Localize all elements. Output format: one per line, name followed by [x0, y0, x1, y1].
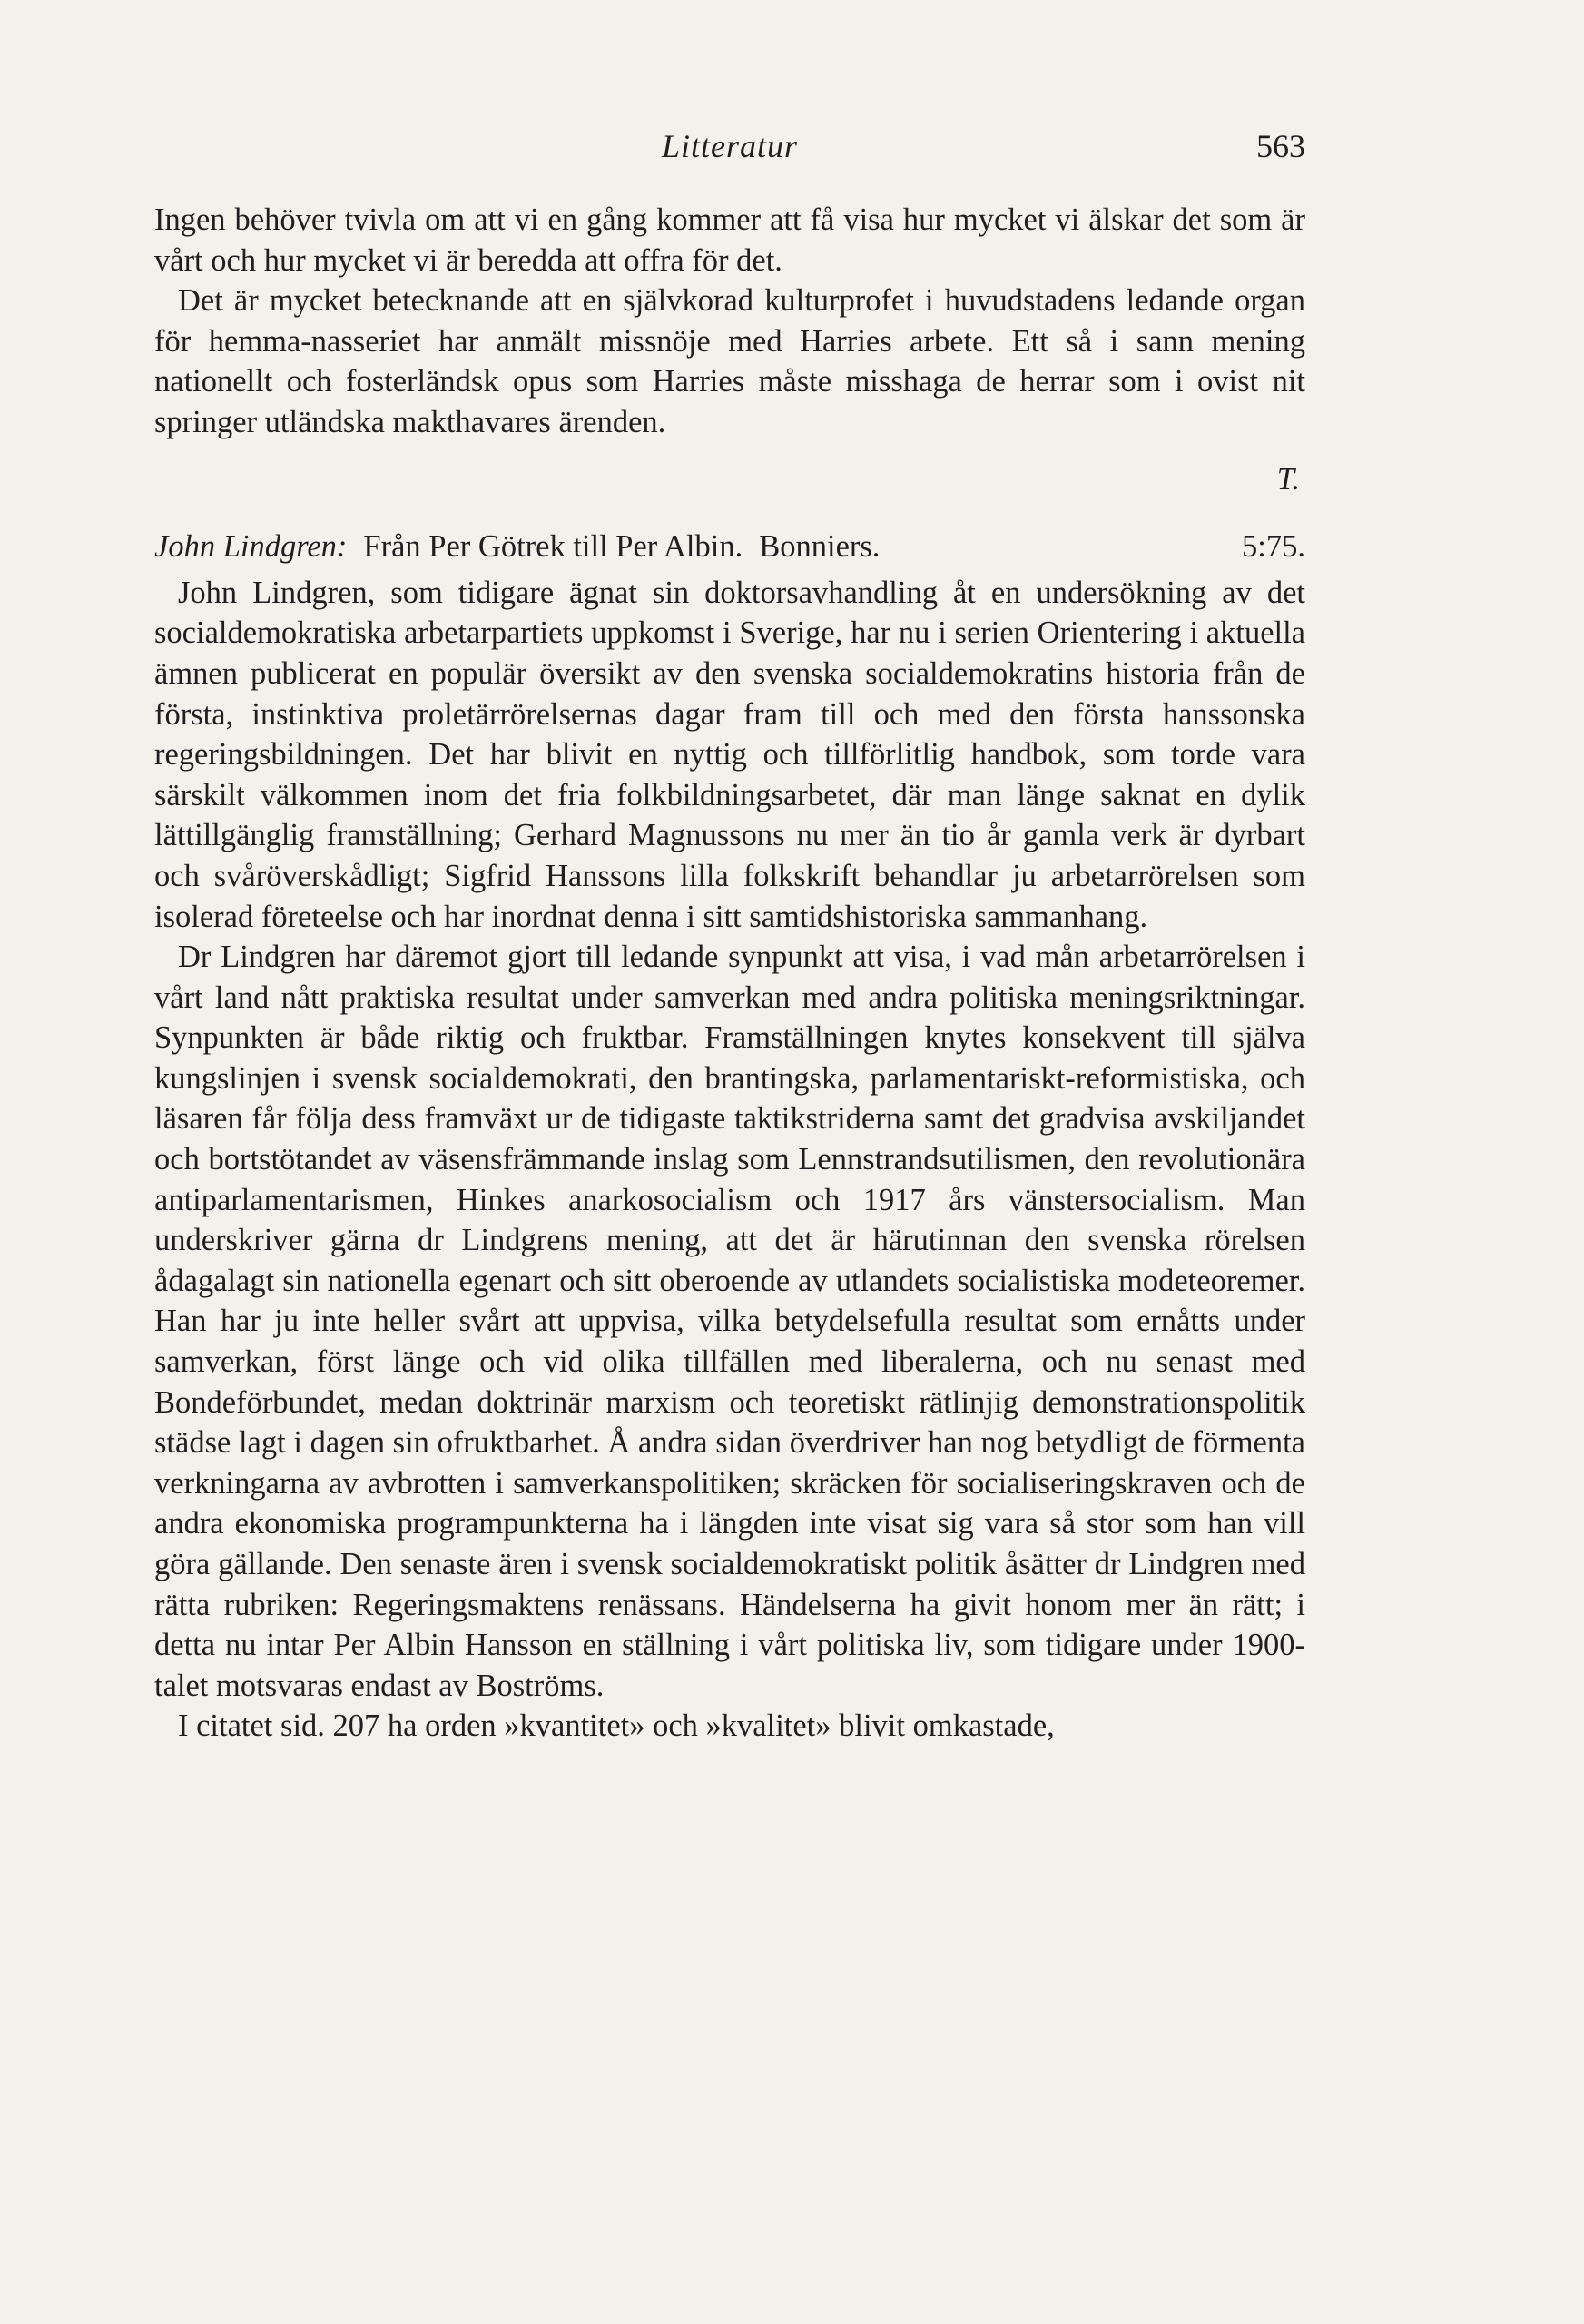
- review-body: [154, 573, 1305, 1747]
- intro-paragraph-2: Det är mycket betecknande att en självkorad kulturprofet i huvudstadens ledande organ för hemma-nasseriet har anmält missnöje med Harries arbete. Ett så i sann mening nationellt och fosterländsk opus som Harries måste misshaga de herrar som i ovist nit springer utländska makthavares ärenden.: [154, 283, 1305, 439]
- review-book-title: Från Per Götrek till Per Albin.: [363, 529, 743, 565]
- review-paragraph-1: John Lindgren, som tidigare ägnat sin doktorsavhandling åt en undersökning av det socialdemokratiska arbetarpartiets uppkomst i Sverige, har nu i serien Orientering i aktuella ämnen publicerat en populär översikt av den svenska socialdemokratins historia från de första, instinktiva proletärrörelsernas dagar fram till och med den första hanssonska regeringsbildningen. Det har blivit en nyttig och tillförlitlig handbok, som torde vara särskilt välkommen inom det fria folkbildningsarbetet, där man länge saknat en dylik lättillgänglig framställning; Gerhard Magnussons nu mer än tio år gamla verk är dyrbart och svåröverskådligt; Sigfrid Hanssons lilla folkskrift behandlar ju arbetarrörelsen som isolerad företeelse och har inordnat denna i sitt samtidshistoriska sammanhang.: [154, 575, 1305, 934]
- review-publisher: Bonniers.: [759, 529, 881, 565]
- signature: T.: [1276, 461, 1300, 497]
- running-title: Litteratur: [661, 128, 799, 164]
- review-author: John Lindgren:: [154, 529, 348, 565]
- intro-paragraph-1: Ingen behöver tvivla om att vi en gång kommer att få visa hur mycket vi älskar det som är vårt och hur mycket vi är beredda att offra för det.: [154, 202, 1305, 278]
- review-price: 5:75.: [1242, 529, 1305, 565]
- page-number: 563: [1256, 128, 1305, 164]
- book-page: [154, 127, 1305, 2215]
- running-header: [154, 127, 1305, 183]
- review-paragraph-2: Dr Lindgren har däremot gjort till ledande synpunkt att visa, i vad mån arbetarrörelsen i vårt land nått praktiska resultat under samverkan med andra politiska meningsriktningar. Synpunkten är både riktig och fruktbar. Framställningen knytes konsekvent till själva kungslinjen i svensk socialdemokrati, den brantingska, parlamentariskt-reformistiska, och läsaren får följa dess framväxt ur de tidigaste taktikstriderna samt det gradvisa avskiljandet och bortstötandet av väsensfrämmande inslag som Lennstrandsutilismen, den revolutionära antiparlamentarismen, Hinkes anarkosocialism och 1917 års vänstersocialism. Man underskriver gärna dr Lindgrens mening, att det är härutinnan den svenska rörelsen ådagalagt sin nationella egenart och sitt oberoende av utlandets socialistiska modeteoremer. Han har ju inte heller svårt att uppvisa, vilka betydelsefulla resultat som ernåtts under samverkan, först länge och vid olika tillfällen med liberalerna, och nu senast med Bondeförbundet, medan doktrinär marxism och teoretiskt rätlinjig demonstrationspolitik städse lagt i dagen sin ofruktbarhet. Å andra sidan överdriver han nog betydligt de förmenta verkningarna av avbrotten i samverkanspolitiken; skräcken för socialiseringskraven och de andra ekonomiska programpunkterna ha i längden inte visat sig vara så stor som han vill göra gällande. Den senaste ären i svensk socialdemokratiskt politik åsätter dr Lindgren med rätta rubriken: Regeringsmaktens renässans. Händelserna ha givit honom mer än rätt; i detta nu intar Per Albin Hansson en ställning i vårt politiska liv, som tidigare under 1900-talet motsvaras endast av Boströms.: [154, 940, 1305, 1703]
- review-paragraph-3: I citatet sid. 207 ha orden »kvantitet» och »kvalitet» blivit omkastade,: [178, 1709, 1055, 1744]
- intro-section: [154, 200, 1305, 499]
- review-heading: [154, 527, 1305, 567]
